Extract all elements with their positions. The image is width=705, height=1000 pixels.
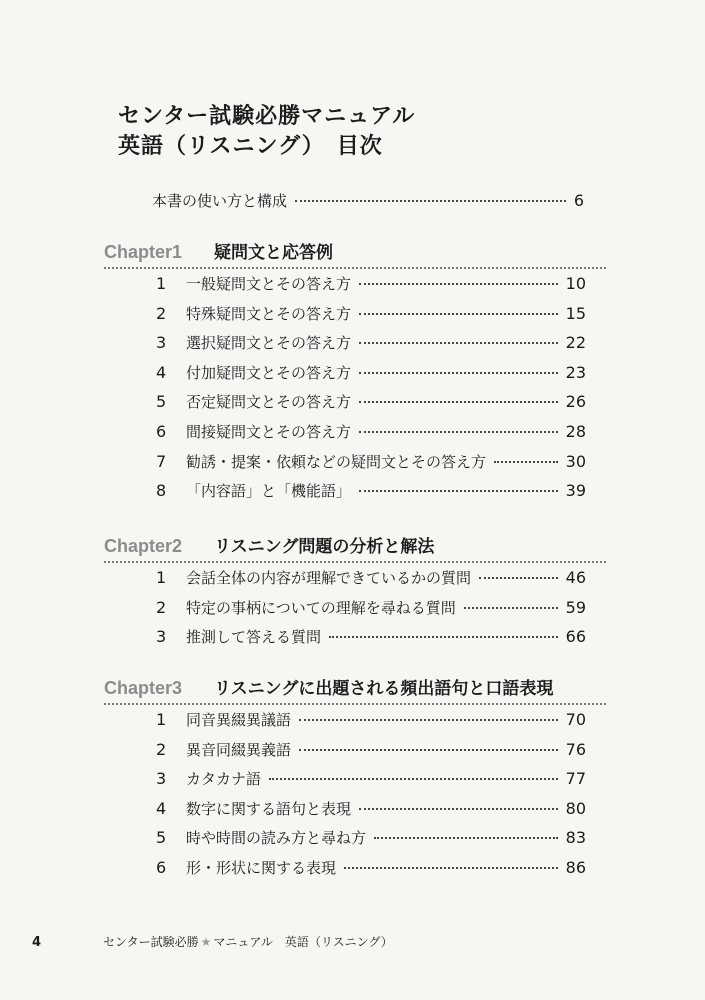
entry-page-number: 66: [565, 627, 586, 647]
chapter-entry-list: [104, 705, 606, 883]
entry-text: 形・形状に関する表現: [186, 858, 337, 877]
entry-text: 本書の使い方と構成: [152, 192, 288, 210]
dot-leader: [329, 635, 558, 638]
title-line-1: センター試験必勝マニュアル: [118, 104, 416, 129]
chapter-2: [104, 532, 606, 652]
dot-leader: [359, 282, 558, 285]
dot-leader: [299, 748, 558, 751]
entry-page-number: 30: [565, 451, 586, 471]
entry-page-number: 86: [565, 857, 586, 877]
dot-leader: [299, 718, 558, 721]
footer-page-number: 4: [32, 935, 42, 950]
entry-page-number: 15: [565, 303, 586, 323]
entry-number: 5: [156, 828, 167, 848]
entry-page-number: 23: [565, 362, 586, 382]
dot-leader: [359, 341, 558, 344]
entry-text: 推測して答える質問: [186, 628, 322, 647]
footer-book-title-b: マニュアル 英語（リスニング）: [213, 935, 393, 949]
entry-text: 選択疑問文とその答え方: [186, 334, 352, 353]
chapter-label: Chapter3: [104, 678, 183, 698]
chapter-title: リスニング問題の分析と解法: [214, 537, 435, 557]
dot-leader: [295, 199, 566, 202]
dot-leader: [359, 489, 558, 492]
entry-page-number: 26: [565, 392, 586, 412]
entry-page-number: 83: [565, 828, 586, 848]
entry-page-number: 59: [565, 597, 586, 617]
entry-number: 6: [156, 857, 167, 877]
chapter-label: Chapter2: [104, 536, 183, 556]
entry-page-number: 39: [565, 481, 586, 501]
entry-number: 2: [156, 739, 167, 759]
dot-leader: [374, 836, 558, 839]
entry-number: 4: [156, 362, 167, 382]
chapter-1: [104, 238, 606, 506]
entry-number: 6: [156, 421, 167, 441]
entry-text: 異音同綴異義語: [186, 740, 292, 759]
toc-entry[interactable]: [156, 563, 586, 593]
entry-text: 特定の事柄についての理解を尋ねる質問: [186, 598, 456, 617]
entry-text: カタカナ語: [186, 770, 262, 789]
entry-text: 間接疑問文とその答え方: [186, 422, 352, 441]
dot-leader: [464, 606, 558, 609]
entry-number: 1: [156, 710, 167, 729]
chapter-heading: [104, 674, 606, 705]
dot-leader: [344, 866, 558, 869]
entry-number: 8: [156, 481, 167, 501]
dot-leader: [359, 371, 558, 374]
entry-number: 3: [156, 769, 167, 789]
chapter-3: [104, 674, 606, 883]
title-line-2: 英語（リスニング） 目次: [118, 134, 383, 159]
toc-entry[interactable]: [156, 447, 586, 477]
toc-entry[interactable]: [156, 417, 586, 447]
toc-entry[interactable]: [156, 476, 586, 506]
entry-text: 一般疑問文とその答え方: [186, 275, 352, 293]
entry-page-number: 46: [565, 568, 586, 587]
entry-number: 3: [156, 627, 167, 647]
toc-entry[interactable]: [156, 299, 586, 329]
entry-number: 2: [156, 303, 167, 323]
entry-page-number: 77: [565, 769, 586, 789]
entry-number: 1: [156, 568, 167, 587]
chapter-label: Chapter1: [104, 242, 183, 262]
toc-entry[interactable]: [156, 622, 586, 652]
chapter-heading: [104, 532, 606, 563]
entry-text: 会話全体の内容が理解できているかの質問: [186, 569, 472, 587]
entry-text: 特殊疑問文とその答え方: [186, 304, 352, 323]
toc-entry[interactable]: [156, 593, 586, 623]
chapter-entry-list: [104, 563, 606, 652]
dot-leader: [359, 312, 558, 315]
entry-number: 3: [156, 333, 167, 353]
entry-text: 付加疑問文とその答え方: [186, 363, 352, 382]
page-footer: [32, 933, 393, 950]
entry-text: 「内容語」と「機能語」: [186, 482, 352, 501]
entry-text: 同音異綴異議語: [186, 711, 292, 729]
entry-number: 5: [156, 392, 167, 412]
toc-entry[interactable]: [156, 269, 586, 299]
entry-page-number: 22: [565, 333, 586, 353]
entry-page-number: 28: [565, 421, 586, 441]
chapter-title: 疑問文と応答例: [214, 243, 333, 263]
entry-text: 否定疑問文とその答え方: [186, 393, 352, 412]
dot-leader: [269, 777, 558, 780]
dot-leader: [494, 460, 558, 463]
toc-entry[interactable]: [156, 853, 586, 883]
entry-number: 4: [156, 798, 167, 818]
entry-page-number: 70: [565, 710, 586, 729]
entry-page-number: 6: [573, 191, 584, 210]
dot-leader: [359, 400, 558, 403]
toc-entry[interactable]: [156, 705, 586, 735]
chapter-heading: [104, 238, 606, 269]
toc-entry[interactable]: [156, 823, 586, 853]
page-title: [118, 102, 415, 162]
toc-entry[interactable]: [156, 764, 586, 794]
intro-entry[interactable]: [152, 190, 584, 211]
toc-entry[interactable]: [156, 358, 586, 388]
entry-text: 勧誘・提案・依頼などの疑問文とその答え方: [186, 452, 487, 471]
toc-entry[interactable]: [156, 794, 586, 824]
entry-page-number: 76: [565, 739, 586, 759]
toc-entry[interactable]: [156, 328, 586, 358]
entry-number: 2: [156, 597, 167, 617]
chapter-title: リスニングに出題される頻出語句と口語表現: [214, 679, 554, 699]
dot-leader: [479, 576, 558, 579]
entry-number: 7: [156, 451, 167, 471]
toc-entry[interactable]: [156, 387, 586, 417]
entry-page-number: 10: [565, 274, 586, 293]
toc-entry[interactable]: [156, 735, 586, 765]
entry-text: 数字に関する語句と表現: [186, 799, 352, 818]
dot-leader: [359, 807, 558, 810]
chapter-entry-list: [104, 269, 606, 506]
star-icon: ★: [200, 935, 212, 949]
entry-number: 1: [156, 274, 167, 293]
footer-book-title-a: センター試験必勝: [103, 935, 199, 949]
entry-page-number: 80: [565, 798, 586, 818]
entry-text: 時や時間の読み方と尋ね方: [186, 829, 367, 848]
dot-leader: [359, 430, 558, 433]
